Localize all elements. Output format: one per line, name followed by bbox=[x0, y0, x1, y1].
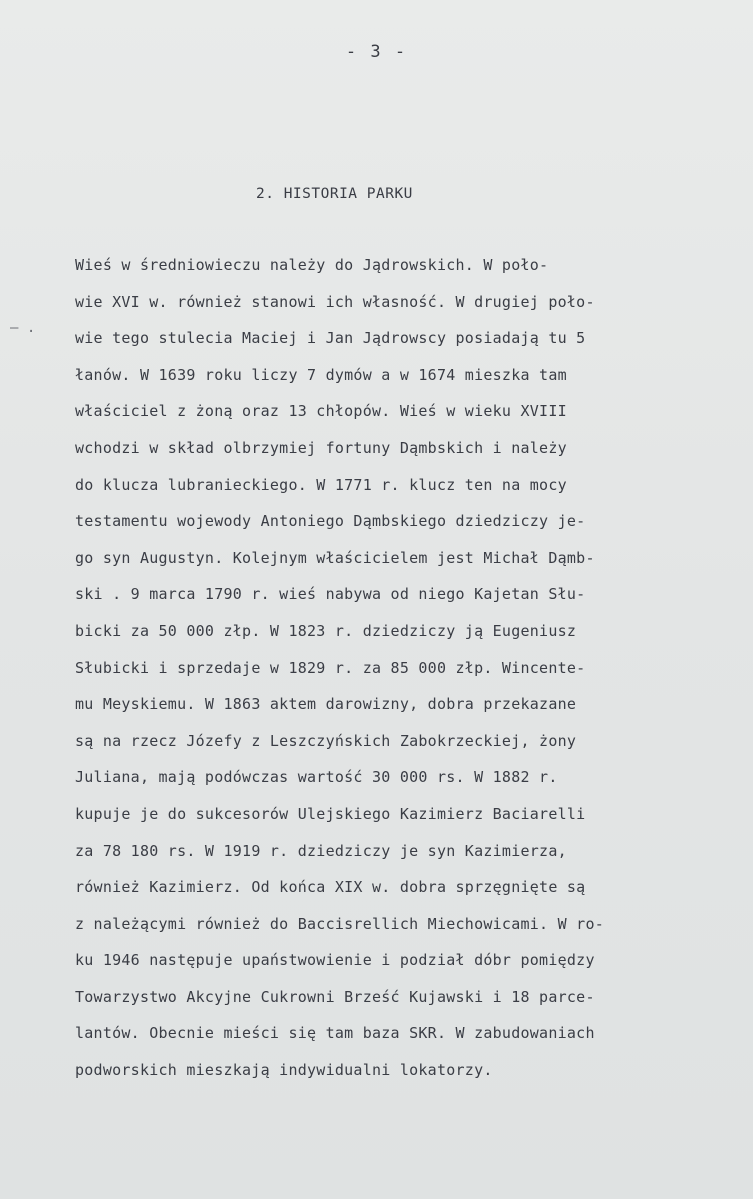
margin-mark: — . bbox=[10, 320, 36, 336]
text-line: mu Meyskiemu. W 1863 aktem darowizny, dobra przekazane bbox=[75, 695, 577, 714]
text-line: są na rzecz Józefy z Leszczyńskich Zabokrzeckiej, żony bbox=[75, 731, 577, 750]
text-line: z należącymi również do Baccisrellich Miechowicami. W ro- bbox=[75, 914, 605, 933]
body-text bbox=[75, 247, 695, 1089]
text-line: kupuje je do sukcesorów Ulejskiego Kazimierz Baciarelli bbox=[75, 804, 586, 823]
text-line: wie tego stulecia Maciej i Jan Jądrowscy posiadają tu 5 bbox=[75, 329, 586, 348]
page-number: - 3 - bbox=[345, 42, 408, 62]
text-line: Towarzystwo Akcyjne Cukrowni Brześć Kujawski i 18 parce- bbox=[75, 987, 595, 1006]
text-line: ku 1946 następuje upaństwowienie i podział dóbr pomiędzy bbox=[75, 951, 595, 970]
text-line: lantów. Obecnie mieści się tam baza SKR. W zabudowaniach bbox=[75, 1024, 595, 1043]
text-line: Wieś w średniowieczu należy do Jądrowskich. W poło- bbox=[75, 256, 549, 274]
text-line: wie XVI w. również stanowi ich własność. W drugiej poło- bbox=[75, 292, 595, 311]
text-line: wchodzi w skład olbrzymiej fortuny Dąmbskich i należy bbox=[75, 438, 567, 457]
text-line: łanów. W 1639 roku liczy 7 dymów a w 1674 mieszka tam bbox=[75, 365, 567, 384]
text-line: testamentu wojewody Antoniego Dąmbskiego dziedziczy je- bbox=[75, 512, 586, 531]
text-line: Słubicki i sprzedaje w 1829 r. za 85 000 złp. Wincente- bbox=[75, 658, 586, 677]
text-line: właściciel z żoną oraz 13 chłopów. Wieś w wieku XVIII bbox=[75, 402, 567, 421]
section-heading: 2. HISTORIA PARKU bbox=[256, 186, 413, 202]
text-line: również Kazimierz. Od końca XIX w. dobra sprzęgnięte są bbox=[75, 878, 586, 897]
text-line: do klucza lubranieckiego. W 1771 r. klucz ten na mocy bbox=[75, 475, 567, 494]
text-line: ski . 9 marca 1790 r. wieś nabywa od niego Kajetan Słu- bbox=[75, 585, 586, 604]
text-line: za 78 180 rs. W 1919 r. dziedziczy je syn Kazimierza, bbox=[75, 841, 567, 860]
text-line: podworskich mieszkają indywidualni lokatorzy. bbox=[75, 1061, 493, 1080]
text-line: bicki za 50 000 złp. W 1823 r. dziedziczy ją Eugeniusz bbox=[75, 621, 577, 640]
text-line: Juliana, mają podówczas wartość 30 000 rs. W 1882 r. bbox=[75, 768, 558, 787]
text-line: go syn Augustyn. Kolejnym właścicielem jest Michał Dąmb- bbox=[75, 548, 595, 567]
